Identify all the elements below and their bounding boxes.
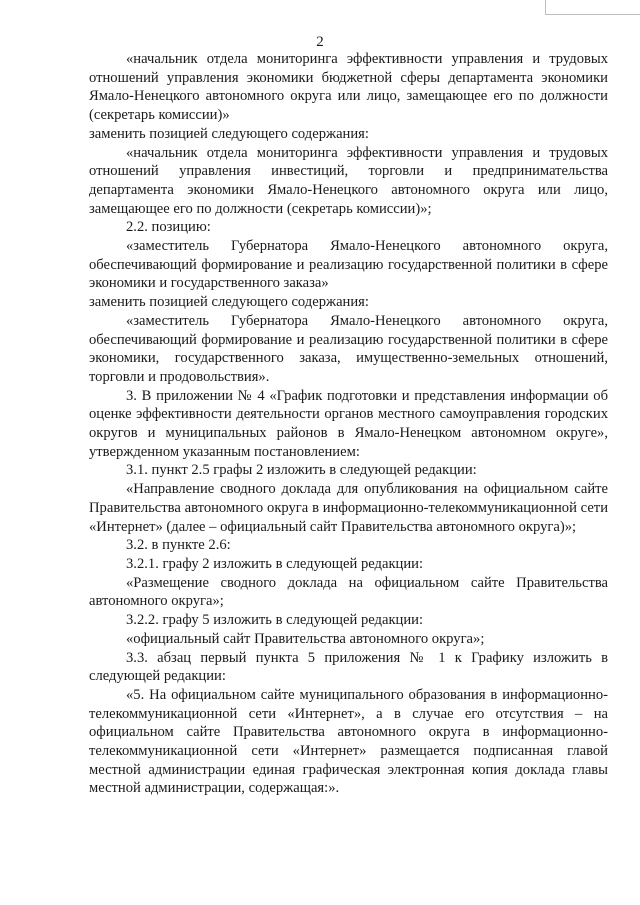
paragraph: 3.3. абзац первый пункта 5 приложения № 1 к Графику изложить в следующей редакции: — [89, 649, 608, 685]
paragraph: «официальный сайт Правительства автономного округа»; — [126, 630, 485, 647]
paragraph: 3.2. в пункте 2.6: — [126, 537, 231, 554]
paragraph: 3. В приложении № 4 «График подготовки и представления информации об оценке эффективности деятельности органов местного самоуправления городских округов и муниципальных районов в Ямало-Ненецком автономном округе», утвержденном указанным постановлением: — [89, 387, 608, 460]
paragraph: «Размещение сводного доклада на официальном сайте Правительства автономного округа»; — [89, 574, 608, 610]
paragraph: 2.2. позицию: — [126, 219, 211, 236]
paragraph: «начальник отдела мониторинга эффективности управления и трудовых отношений управления экономики бюджетной сферы департамента экономики Ямало-Ненецкого автономного округа или лицо, замещающее его по должности (секретарь комиссии)» — [89, 51, 608, 124]
paragraph: «начальник отдела мониторинга эффективности управления и трудовых отношений управления инвестиций, торговли и предпринимательства департамента экономики Ямало-Ненецкого автономного округа или лицо, замещающее его по должности (секретарь комиссии)»; — [89, 144, 608, 217]
paragraph: 3.2.1. графу 2 изложить в следующей редакции: — [126, 555, 424, 572]
page-number: 2 — [316, 34, 324, 50]
paragraph: «заместитель Губернатора Ямало-Ненецкого автономного округа, обеспечивающий формирование и реализацию государственной политики в сфере экономики, государственного заказа, имущественно-земельных отношений, торговли и продовольствия». — [89, 312, 608, 385]
paragraph: 3.1. пункт 2.5 графы 2 изложить в следующей редакции: — [126, 462, 477, 479]
document-body — [89, 50, 608, 798]
paragraph: «5. На официальном сайте муниципального образования в информационно-телекоммуникационной сети «Интернет», а в случае его отсутствия – на официальном сайте Правительства автономного округа в информационно-телекоммуникационной сети «Интернет» размещается подписанная главой местной администрации единая графическая электронная копия доклада главы местной администрации, содержащая:». — [89, 686, 608, 797]
paragraph: заменить позицией следующего содержания: — [89, 294, 369, 311]
paragraph: «заместитель Губернатора Ямало-Ненецкого автономного округа, обеспечивающий формирование и реализацию государственной политики в сфере экономики и государственного заказа» — [89, 238, 608, 292]
scan-corner-mark — [545, 0, 640, 15]
paragraph: заменить позицией следующего содержания: — [89, 125, 369, 142]
paragraph: «Направление сводного доклада для опубликования на официальном сайте Правительства автономного округа в информационно-телекоммуникационной сети «Интернет» (далее – официальный сайт Правительства автономного округа)»; — [89, 481, 608, 535]
paragraph: 3.2.2. графу 5 изложить в следующей редакции: — [126, 612, 424, 629]
